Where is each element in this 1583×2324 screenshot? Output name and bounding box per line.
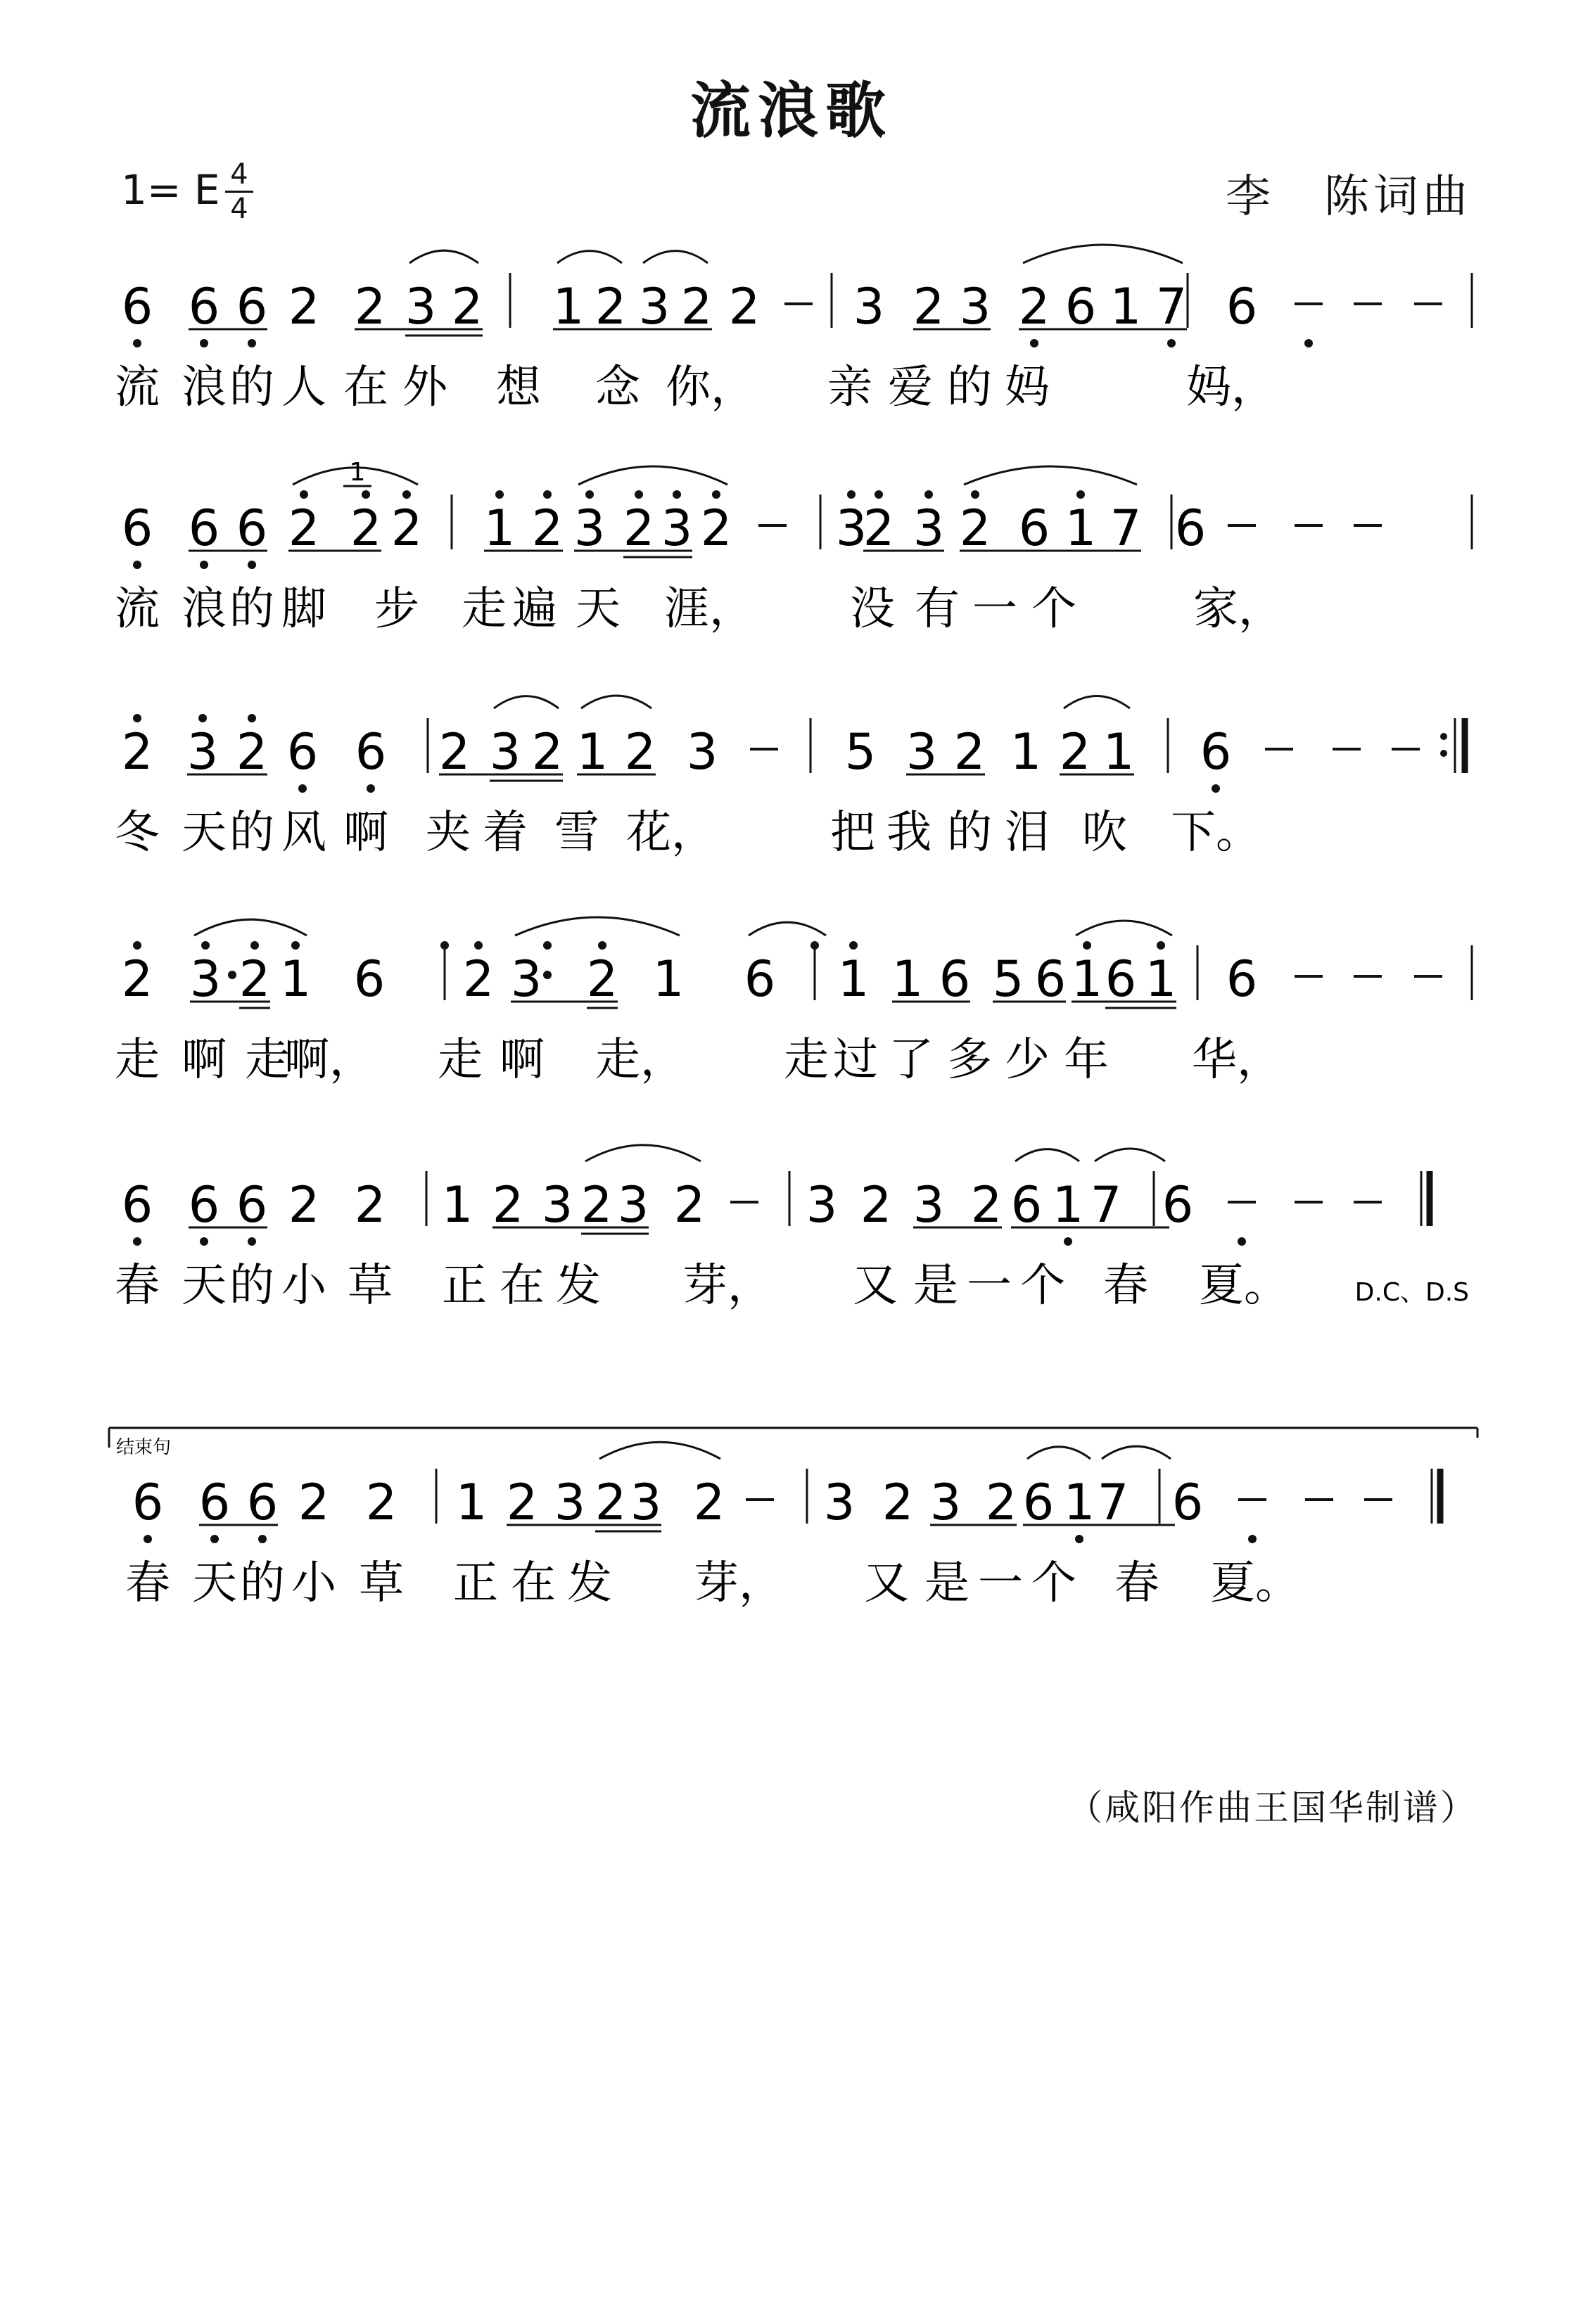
- note: 2: [1059, 723, 1091, 781]
- octave-dot: [1076, 490, 1085, 499]
- note: 1: [891, 950, 924, 1008]
- note: 1: [455, 1474, 488, 1531]
- lyric-syllable: 小: [281, 1260, 326, 1312]
- note: 3: [823, 1474, 856, 1531]
- lyric-syllable: 天: [182, 1260, 227, 1312]
- lyric-syllable: 涯，: [664, 583, 754, 635]
- note: 3: [630, 1474, 662, 1531]
- repeat-dot: [1440, 733, 1447, 740]
- lyric-syllable: 的: [229, 1260, 274, 1312]
- octave-dot: [712, 490, 720, 499]
- augmentation-dot: [543, 971, 552, 979]
- octave-dot: [440, 941, 449, 950]
- octave-dot: [849, 941, 858, 950]
- octave-dot: [144, 1535, 152, 1543]
- note: 1: [483, 499, 516, 557]
- grace-note: 1: [349, 458, 366, 487]
- note: 1: [652, 950, 685, 1008]
- lyric-syllable: 走: [462, 583, 507, 635]
- note: 2: [624, 723, 656, 781]
- lyric-syllable: 天: [182, 807, 227, 859]
- time-signature-top: 4: [230, 158, 248, 191]
- slur: [585, 1145, 701, 1161]
- lyric-syllable: 亲: [827, 362, 872, 414]
- lyric-syllable: 夏。: [1199, 1260, 1289, 1312]
- note: 6: [1022, 1474, 1055, 1531]
- note: 6: [939, 950, 971, 1008]
- note: 6: [188, 278, 220, 336]
- note: 3: [189, 950, 222, 1008]
- note: 2: [288, 278, 320, 336]
- note: 6: [121, 278, 153, 336]
- lyric-syllable: 的: [240, 1557, 285, 1609]
- octave-dot: [1212, 784, 1220, 793]
- lyric-syllable: 妈: [1005, 362, 1050, 414]
- note: 6: [1174, 499, 1207, 557]
- lyric-syllable: 草: [359, 1557, 404, 1609]
- note: 3: [905, 723, 938, 781]
- note: 1: [279, 950, 312, 1008]
- octave-dot: [495, 490, 504, 499]
- note: 1: [1052, 1176, 1084, 1234]
- note: 6: [188, 1176, 220, 1234]
- octave-dot: [810, 941, 819, 950]
- lyric-syllable: 泪: [1005, 807, 1050, 859]
- slur: [1015, 1149, 1079, 1161]
- lyric-syllable: 的: [229, 583, 274, 635]
- lyric-syllable: 一: [967, 1260, 1012, 1312]
- slur: [194, 919, 307, 936]
- slur: [749, 922, 826, 936]
- lyric-syllable: 你，: [666, 362, 756, 414]
- lyric-syllable: 雪: [554, 807, 599, 859]
- lyric-syllable: 的: [947, 807, 992, 859]
- slur: [494, 696, 559, 708]
- octave-dot: [298, 784, 307, 793]
- note: 3: [617, 1176, 649, 1234]
- lyric-syllable: 正: [453, 1557, 498, 1609]
- lyric-syllable: 念: [595, 362, 640, 414]
- note: 3: [806, 1176, 838, 1234]
- note: 2: [623, 499, 655, 557]
- note: 3: [405, 278, 437, 336]
- lyric-syllable: 天: [192, 1557, 237, 1609]
- lyric-syllable: 人: [281, 362, 326, 414]
- lyric-syllable: 年: [1064, 1034, 1109, 1086]
- note: 3: [661, 499, 693, 557]
- slur: [1064, 696, 1130, 708]
- lyric-syllable: 想: [496, 362, 541, 414]
- note: 6: [236, 278, 268, 336]
- note: 3: [573, 499, 606, 557]
- note: 1: [1145, 950, 1177, 1008]
- note: 3: [510, 950, 542, 1008]
- note: 2: [913, 278, 945, 336]
- lyric-syllable: 个: [1031, 583, 1076, 635]
- octave-dot: [250, 941, 259, 950]
- lyric-syllable: 啊: [343, 807, 388, 859]
- note: 2: [680, 278, 713, 336]
- dc-ds-mark: D.C、D.S: [1354, 1278, 1469, 1307]
- repeat-dot: [1440, 750, 1447, 757]
- note: 2: [953, 723, 986, 781]
- note: 3: [638, 278, 670, 336]
- note: 2: [365, 1474, 398, 1531]
- lyric-syllable: 流: [115, 583, 160, 635]
- note: 5: [844, 723, 877, 781]
- lyric-syllable: 芽，: [682, 1260, 773, 1312]
- lyric-syllable: 风: [281, 807, 326, 859]
- note: 6: [1010, 1176, 1043, 1234]
- lyric-syllable: 是: [924, 1557, 969, 1609]
- octave-dot: [402, 490, 411, 499]
- note: 2: [298, 1474, 330, 1531]
- note: 1: [552, 278, 585, 336]
- lyric-syllable: 走: [784, 1034, 829, 1086]
- note: 2: [860, 1176, 892, 1234]
- octave-dot: [133, 714, 141, 722]
- note: 2: [985, 1474, 1017, 1531]
- octave-dot: [258, 1535, 267, 1543]
- lyric-syllable: 吹: [1082, 807, 1127, 859]
- note: 6: [1200, 723, 1232, 781]
- lyric-syllable: 华，: [1192, 1034, 1282, 1086]
- note: 2: [462, 950, 495, 1008]
- octave-dot: [248, 561, 256, 569]
- lyric-syllable: 走: [245, 1034, 290, 1086]
- octave-dot: [673, 490, 681, 499]
- note: 7: [1110, 499, 1142, 557]
- lyric-syllable: 在: [511, 1557, 556, 1609]
- note: 6: [1018, 499, 1050, 557]
- lyric-syllable: 有: [915, 583, 960, 635]
- note: 6: [121, 499, 153, 557]
- lyric-syllable: 把: [830, 807, 875, 859]
- note: 2: [1018, 278, 1050, 336]
- note: 2: [451, 278, 483, 336]
- lyric-syllable: 少: [1005, 1034, 1050, 1086]
- lyric-syllable: 着: [483, 807, 528, 859]
- octave-dot: [200, 561, 208, 569]
- lyric-syllable: 流: [115, 362, 160, 414]
- lyric-syllable: 草: [348, 1260, 393, 1312]
- note: 6: [1226, 278, 1258, 336]
- octave-dot: [198, 714, 207, 722]
- note: 2: [595, 278, 627, 336]
- note: 2: [121, 723, 153, 781]
- note: 6: [236, 1176, 268, 1234]
- octave-dot: [585, 490, 594, 499]
- note: 6: [121, 1176, 153, 1234]
- note: 1: [1063, 1474, 1095, 1531]
- slur: [964, 466, 1137, 485]
- octave-dot: [474, 941, 483, 950]
- music-system-4: [115, 917, 1472, 1086]
- note: 2: [531, 723, 564, 781]
- lyric-syllable: 发: [567, 1557, 612, 1609]
- octave-dot: [248, 339, 256, 347]
- octave-dot: [291, 941, 300, 950]
- octave-dot: [924, 490, 933, 499]
- note: 2: [236, 723, 268, 781]
- note: 6: [1064, 278, 1097, 336]
- ending-label: 结束句: [116, 1437, 172, 1458]
- octave-dot: [1030, 339, 1038, 347]
- lyric-syllable: 啊: [182, 1034, 227, 1086]
- octave-dot: [300, 490, 308, 499]
- octave-dot: [133, 1237, 141, 1246]
- note: 6: [1162, 1176, 1194, 1234]
- slur: [643, 251, 708, 263]
- slur: [409, 250, 478, 263]
- key-signature: 1= E: [121, 166, 220, 214]
- note: 1: [1102, 723, 1135, 781]
- note: 1: [1010, 723, 1042, 781]
- note: 6: [188, 499, 220, 557]
- lyric-syllable: 没: [850, 583, 895, 635]
- note: 1: [1110, 278, 1142, 336]
- note: 2: [506, 1474, 538, 1531]
- octave-dot: [1083, 941, 1091, 950]
- lyric-syllable: 冬: [115, 807, 160, 859]
- note: 6: [198, 1474, 231, 1531]
- lyric-syllable: 天: [576, 583, 621, 635]
- octave-dot: [200, 339, 208, 347]
- lyric-syllable: 妈，: [1186, 362, 1276, 414]
- octave-dot: [543, 490, 552, 499]
- composer-credit: 李 陈词曲: [1226, 171, 1472, 223]
- lyric-syllable: 啊，: [284, 1034, 374, 1086]
- slur: [1095, 1149, 1165, 1161]
- slur: [515, 917, 680, 936]
- note: 3: [686, 723, 718, 781]
- lyric-syllable: 的: [947, 362, 992, 414]
- note: 2: [863, 499, 895, 557]
- lyric-syllable: 夏。: [1210, 1557, 1300, 1609]
- lyric-syllable: 发: [556, 1260, 601, 1312]
- octave-dot: [1238, 1237, 1246, 1246]
- note: 2: [354, 278, 386, 336]
- note: 3: [959, 278, 991, 336]
- slur: [578, 466, 727, 485]
- note: 2: [700, 499, 732, 557]
- lyric-syllable: 走: [115, 1034, 160, 1086]
- slur: [1076, 921, 1172, 936]
- note: 6: [236, 499, 268, 557]
- lyric-syllable: 爱: [888, 362, 933, 414]
- lyric-syllable: 啊: [500, 1034, 545, 1086]
- note: 2: [239, 950, 271, 1008]
- slur: [557, 251, 622, 263]
- transcriber-credit: （咸阳作曲王国华制谱）: [1067, 1787, 1477, 1828]
- octave-dot: [133, 561, 141, 569]
- lyric-syllable: 过: [833, 1034, 878, 1086]
- note: 6: [355, 723, 387, 781]
- lyric-syllable: 走，: [595, 1034, 685, 1086]
- lyric-syllable: 又: [864, 1557, 909, 1609]
- note: 6: [1105, 950, 1137, 1008]
- octave-dot: [248, 1237, 256, 1246]
- note: 7: [1090, 1176, 1122, 1234]
- note: 2: [492, 1176, 524, 1234]
- lyric-syllable: 我: [886, 807, 932, 859]
- lyric-syllable: 的: [229, 807, 274, 859]
- note: 3: [853, 278, 885, 336]
- note: 2: [882, 1474, 914, 1531]
- octave-dot: [1304, 339, 1313, 347]
- lyric-syllable: 浪: [182, 362, 227, 414]
- note: 1: [576, 723, 609, 781]
- lyric-syllable: 在: [500, 1260, 545, 1312]
- lyric-syllable: 又: [853, 1260, 898, 1312]
- note: 2: [438, 723, 471, 781]
- octave-dot: [362, 490, 370, 499]
- lyric-syllable: 春: [115, 1260, 160, 1312]
- octave-dot: [635, 490, 643, 499]
- note: 2: [586, 950, 618, 1008]
- note: 2: [595, 1474, 627, 1531]
- octave-dot: [1075, 1535, 1083, 1543]
- lyric-syllable: 一: [978, 1557, 1023, 1609]
- note: 1: [1064, 499, 1097, 557]
- lyric-syllable: 一: [972, 583, 1017, 635]
- note: 5: [992, 950, 1024, 1008]
- lyric-syllable: 的: [229, 362, 274, 414]
- lyric-syllable: 春: [125, 1557, 170, 1609]
- note: 2: [288, 499, 320, 557]
- note: 6: [353, 950, 386, 1008]
- slur: [1027, 1447, 1091, 1459]
- octave-dot: [1064, 1237, 1072, 1246]
- octave-dot: [543, 941, 552, 950]
- music-system-3: [115, 696, 1465, 859]
- note: 6: [246, 1474, 279, 1531]
- augmentation-dot: [228, 971, 236, 979]
- music-system-1: [115, 245, 1472, 414]
- note: 1: [1071, 950, 1103, 1008]
- note: 6: [1034, 950, 1067, 1008]
- lyric-syllable: 家，: [1193, 583, 1283, 635]
- lyric-syllable: 外: [402, 362, 447, 414]
- octave-dot: [598, 941, 606, 950]
- slur: [1102, 1446, 1171, 1459]
- note: 3: [913, 1176, 945, 1234]
- lyric-syllable: 芽，: [694, 1557, 784, 1609]
- note: 2: [673, 1176, 706, 1234]
- octave-dot: [210, 1535, 219, 1543]
- octave-dot: [133, 941, 141, 950]
- note: 2: [959, 499, 991, 557]
- time-signature-bottom: 4: [230, 193, 248, 225]
- note: 3: [186, 723, 219, 781]
- lyric-syllable: 小: [291, 1557, 336, 1609]
- note: 3: [489, 723, 521, 781]
- note: 7: [1097, 1474, 1129, 1531]
- note: 3: [913, 499, 945, 557]
- lyric-syllable: 是: [913, 1260, 958, 1312]
- note: 2: [970, 1176, 1003, 1234]
- lyric-syllable: 了: [889, 1034, 934, 1086]
- octave-dot: [875, 490, 883, 499]
- note: 6: [286, 723, 319, 781]
- octave-dot: [133, 339, 141, 347]
- octave-dot: [201, 941, 210, 950]
- note: 2: [288, 1176, 320, 1234]
- note: 2: [390, 499, 423, 557]
- lyric-syllable: 花，: [626, 807, 716, 859]
- note: 2: [580, 1176, 613, 1234]
- lyric-syllable: 春: [1103, 1260, 1148, 1312]
- slur: [599, 1442, 720, 1459]
- note: 6: [1171, 1474, 1204, 1531]
- note: 7: [1155, 278, 1188, 336]
- lyric-syllable: 正: [442, 1260, 487, 1312]
- lyric-syllable: 遍: [512, 583, 557, 635]
- note: 2: [693, 1474, 725, 1531]
- lyric-syllable: 多: [947, 1034, 992, 1086]
- octave-dot: [847, 490, 856, 499]
- music-system-5: [115, 1145, 1430, 1312]
- note: 2: [531, 499, 564, 557]
- music-system-2: [115, 466, 1472, 635]
- note: 3: [541, 1176, 573, 1234]
- octave-dot: [367, 784, 375, 793]
- song-title: 流浪歌: [690, 75, 893, 146]
- lyric-syllable: 个: [1031, 1557, 1076, 1609]
- octave-dot: [200, 1237, 208, 1246]
- slur: [581, 696, 651, 708]
- lyric-syllable: 步: [374, 583, 419, 635]
- note: 6: [1226, 950, 1258, 1008]
- octave-dot: [1157, 941, 1165, 950]
- note: 6: [132, 1474, 164, 1531]
- note: 3: [835, 499, 867, 557]
- octave-dot: [248, 714, 256, 722]
- lyric-syllable: 个: [1020, 1260, 1065, 1312]
- lyric-syllable: 走: [438, 1034, 483, 1086]
- octave-dot: [1248, 1535, 1257, 1543]
- octave-dot: [971, 490, 979, 499]
- note: 6: [744, 950, 776, 1008]
- lyric-syllable: 夹: [426, 807, 471, 859]
- note: 3: [554, 1474, 586, 1531]
- note: 2: [728, 278, 761, 336]
- note: 3: [929, 1474, 962, 1531]
- octave-dot: [1167, 339, 1176, 347]
- note: 1: [837, 950, 870, 1008]
- lyric-syllable: 脚: [281, 583, 326, 635]
- lyric-syllable: 浪: [182, 583, 227, 635]
- slur: [1023, 245, 1183, 263]
- note: 1: [441, 1176, 473, 1234]
- lyric-syllable: 下。: [1171, 807, 1261, 859]
- note: 2: [350, 499, 382, 557]
- lyric-syllable: 在: [343, 362, 388, 414]
- lyric-syllable: 春: [1114, 1557, 1159, 1609]
- note: 2: [121, 950, 153, 1008]
- note: 2: [354, 1176, 386, 1234]
- music-system-6: [125, 1442, 1440, 1609]
